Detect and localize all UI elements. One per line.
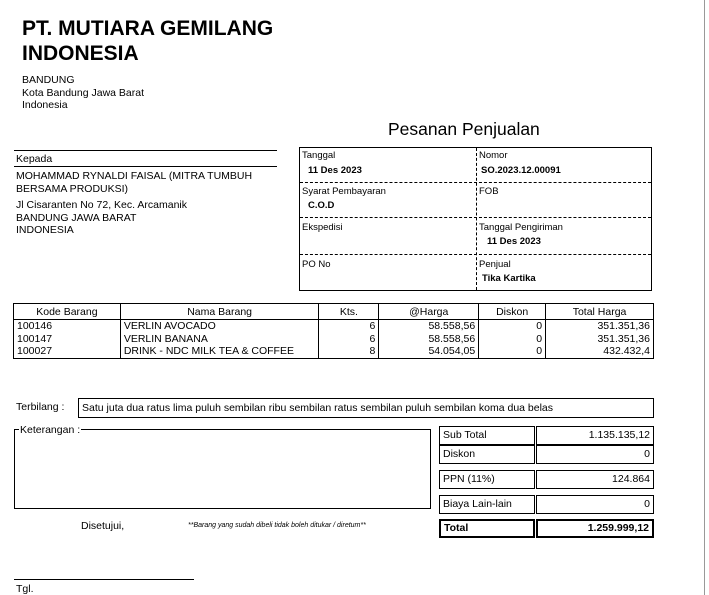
nama-cell: VERLIN BANANA: [120, 333, 319, 346]
column-header: Total Harga: [546, 304, 654, 320]
info-divider: [300, 254, 651, 255]
total-cell: 351.351,36: [546, 333, 654, 346]
customer-address-line: INDONESIA: [16, 224, 74, 236]
column-header: Diskon: [479, 304, 546, 320]
return-policy-note: **Barang yang sudah dibeli tidak boleh ditukar / diretum**: [188, 522, 366, 529]
tgl-label: Tgl.: [16, 583, 34, 595]
signature-line: [14, 579, 194, 580]
tanggal-value: 11 Des 2023: [308, 165, 362, 176]
ppn-label: PPN (11%): [439, 470, 535, 489]
kepada-label: Kepada: [16, 153, 53, 165]
table-row: [14, 320, 654, 333]
keterangan-label: Keterangan :: [20, 424, 81, 436]
kode-cell: 100027: [14, 345, 121, 358]
total-cell: 351.351,36: [546, 320, 654, 333]
syarat-label: Syarat Pembayaran: [302, 186, 386, 197]
company-address-line: Indonesia: [22, 99, 68, 111]
column-header: @Harga: [379, 304, 479, 320]
table-header-row: [14, 304, 654, 320]
company-address-line: BANDUNG: [22, 74, 75, 86]
items-table: [13, 303, 654, 359]
nama-cell: VERLIN AVOCADO: [120, 320, 319, 333]
info-divider: [300, 217, 651, 218]
kode-cell: 100146: [14, 320, 121, 333]
customer-address-line: Jl Cisaranten No 72, Kec. Arcamanik: [16, 199, 187, 211]
kts-cell: 6: [319, 333, 379, 346]
document-title: Pesanan Penjualan: [388, 119, 540, 139]
page-right-border: [704, 0, 705, 595]
terbilang-text: Satu juta dua ratus lima puluh sembilan ribu sembilan ratus sembilan puluh sembilan koma dua belas: [78, 398, 654, 418]
customer-address-line: BANDUNG JAWA BARAT: [16, 211, 137, 224]
keterangan-box: [14, 429, 431, 509]
customer-name: MOHAMMAD RYNALDI FAISAL (MITRA TUMBUH BERSAMA PRODUKSI): [16, 170, 253, 195]
info-divider-vertical: [476, 148, 477, 290]
disetujui-label: Disetujui,: [81, 520, 125, 532]
total-label: Total: [439, 519, 535, 538]
diskon-cell: 0: [479, 320, 546, 333]
biaya-lain-label: Biaya Lain-lain: [439, 495, 535, 514]
terbilang-label: Terbilang :: [16, 401, 65, 413]
table-row: [14, 345, 654, 358]
diskon-label: Diskon: [439, 445, 535, 464]
info-divider: [300, 182, 651, 183]
kepada-divider: [14, 166, 277, 167]
tanggal-label: Tanggal: [302, 150, 336, 161]
penjual-label: Penjual: [479, 259, 511, 270]
company-name: PT. MUTIARA GEMILANG INDONESIA: [22, 17, 274, 65]
total-cell: 432.432,4: [546, 345, 654, 358]
biaya-lain-value: 0: [536, 495, 654, 514]
nama-cell: DRINK - NDC MILK TEA & COFFEE: [120, 345, 319, 358]
harga-cell: 58.558,56: [379, 333, 479, 346]
subtotal-value: 1.135.135,12: [536, 426, 654, 445]
company-address: [22, 74, 144, 112]
customer-address: [16, 199, 187, 237]
ppn-value: 124.864: [536, 470, 654, 489]
syarat-value: C.O.D: [308, 200, 335, 211]
diskon-cell: 0: [479, 333, 546, 346]
kts-cell: 8: [319, 345, 379, 358]
harga-cell: 54.054,05: [379, 345, 479, 358]
column-header: Kode Barang: [14, 304, 121, 320]
column-header: Kts.: [319, 304, 379, 320]
diskon-value: 0: [536, 445, 654, 464]
fob-label: FOB: [479, 186, 499, 197]
table-row: [14, 333, 654, 346]
company-address-line: Kota Bandung Jawa Barat: [22, 86, 145, 99]
tanggal-pengiriman-label: Tanggal Pengiriman: [479, 222, 563, 233]
kode-cell: 100147: [14, 333, 121, 346]
ekspedisi-label: Ekspedisi: [302, 222, 343, 233]
total-value: 1.259.999,12: [536, 519, 654, 538]
nomor-value: SO.2023.12.00091: [481, 165, 561, 176]
kts-cell: 6: [319, 320, 379, 333]
po-label: PO No: [302, 259, 331, 270]
tanggal-pengiriman-value: 11 Des 2023: [487, 236, 541, 247]
column-header: Nama Barang: [120, 304, 319, 320]
harga-cell: 58.558,56: [379, 320, 479, 333]
nomor-label: Nomor: [479, 150, 508, 161]
kepada-top-line: [14, 150, 277, 151]
subtotal-label: Sub Total: [439, 426, 535, 445]
diskon-cell: 0: [479, 345, 546, 358]
penjual-value: Tika Kartika: [482, 273, 536, 284]
